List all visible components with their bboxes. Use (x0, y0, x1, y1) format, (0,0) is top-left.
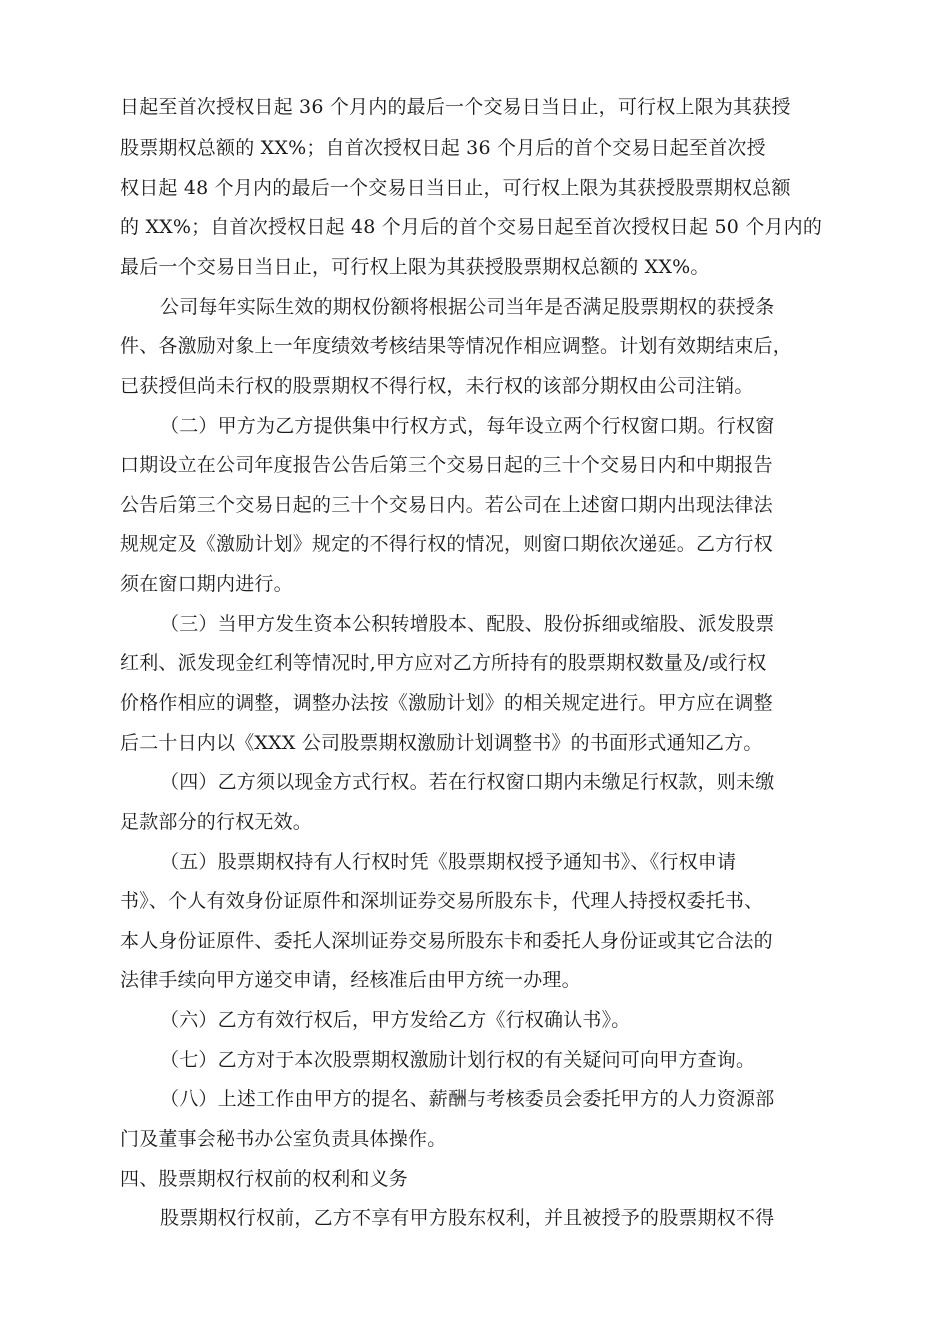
text-line: 口期设立在公司年度报告公告后第三个交易日起的三十个交易日内和中期报告 (120, 454, 773, 476)
text-line: 权日起 48 个月内的最后一个交易日当日止，可行权上限为其获授股票期权总额 (120, 177, 791, 199)
paragraph-first-line: 公司每年实际生效的期权份额将根据公司当年是否满足股票期权的获授条 (160, 296, 775, 318)
paragraph-first-line: （八）上述工作由甲方的提名、薪酬与考核委员会委托甲方的人力资源部 (160, 1088, 775, 1110)
paragraph-first-line: （五）股票期权持有人行权时凭《股票期权授予通知书》、《行权申请 (160, 851, 737, 873)
text-line: 本人身份证原件、委托人深圳证券交易所股东卡和委托人身份证或其它合法的 (120, 930, 773, 952)
text-line: 书》、个人有效身份证原件和深圳证券交易所股东卡，代理人持授权委托书、 (120, 890, 764, 912)
text-line: 规规定及《激励计划》规定的不得行权的情况，则窗口期依次递延。乙方行权 (120, 533, 773, 555)
paragraph-first-line: （六）乙方有效行权后，甲方发给乙方《行权确认书》。 (160, 1009, 631, 1031)
text-line: 后二十日内以《XXX 公司股票期权激励计划调整书》的书面形式通知乙方。 (120, 732, 763, 754)
text-line: 门及董事会秘书办公室负责具体操作。 (120, 1128, 447, 1150)
paragraph-first-line: （三）当甲方发生资本公积转增股本、配股、股份拆细或缩股、派发股票 (160, 613, 775, 635)
text-line: 最后一个交易日当日止，可行权上限为其获授股票期权总额的 XX%。 (120, 256, 710, 278)
paragraph-first-line: （七）乙方对于本次股票期权激励计划行权的有关疑问可向甲方查询。 (160, 1049, 756, 1071)
text-line: 红利、派发现金红利等情况时,甲方应对乙方所持有的股票期权数量及/或行权 (120, 652, 767, 674)
text-line: 价格作相应的调整，调整办法按《激励计划》的相关规定进行。甲方应在调整 (120, 692, 773, 714)
text-line: 须在窗口期内进行。 (120, 573, 293, 595)
text-line: 的 XX%；自首次授权日起 48 个月后的首个交易日起至首次授权日起 50 个月内的 (120, 216, 823, 238)
text-line: 法律手续向甲方递交申请，经核准后由甲方统一办理。 (120, 969, 581, 991)
section-heading: 四、股票期权行权前的权利和义务 (120, 1168, 409, 1190)
text-line: 公告后第三个交易日起的三十个交易日内。若公司在上述窗口期内出现法律法 (120, 494, 773, 516)
text-line: 股票期权总额的 XX%；自首次授权日起 36 个月后的首个交易日起至首次授 (120, 137, 766, 159)
text-line: 件、各激励对象上一年度绩效考核结果等情况作相应调整。计划有效期结束后， (120, 335, 793, 357)
text-line: 足款部分的行权无效。 (120, 811, 313, 833)
paragraph-first-line: 股票期权行权前，乙方不享有甲方股东权利，并且被授予的股票期权不得 (160, 1207, 775, 1229)
paragraph-first-line: （二）甲方为乙方提供集中行权方式，每年设立两个行权窗口期。行权窗 (160, 415, 775, 437)
paragraph-first-line: （四）乙方须以现金方式行权。若在行权窗口期内未缴足行权款，则未缴 (160, 771, 775, 793)
text-line: 日起至首次授权日起 36 个月内的最后一个交易日当日止，可行权上限为其获授 (120, 96, 791, 118)
text-line: 已获授但尚未行权的股票期权不得行权，未行权的该部分期权由公司注销。 (120, 375, 754, 397)
